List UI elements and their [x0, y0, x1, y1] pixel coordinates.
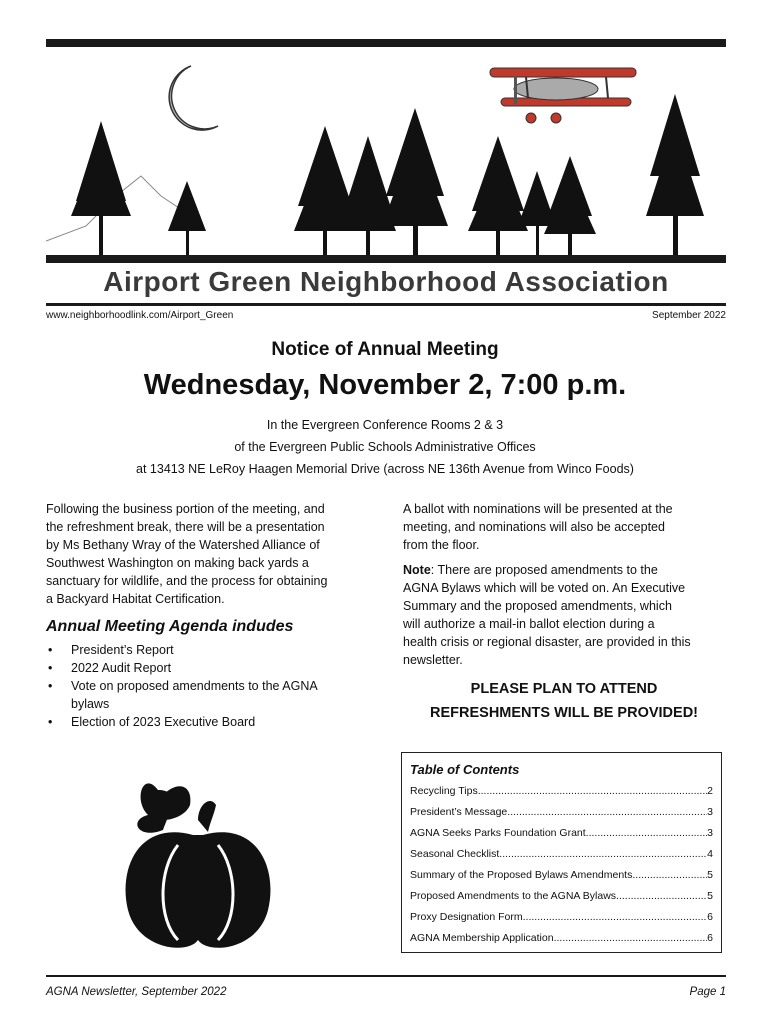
toc-entry[interactable]: [410, 869, 713, 881]
toc-entry-page: 6: [707, 911, 713, 923]
toc-entry-page: 5: [707, 869, 713, 881]
agenda-item: • 2022 Audit Report: [46, 659, 366, 677]
agenda-list: [46, 641, 366, 731]
agenda-item: • Vote on proposed amendments to the AGNA bylaws: [46, 677, 341, 713]
note-line: will authorize a mail-in ballot election during a: [403, 617, 655, 631]
toc-entry-label: Proxy Designation Form: [410, 911, 523, 923]
toc-entry-page: 3: [707, 806, 713, 818]
toc-entry-page: 4: [707, 848, 713, 860]
masthead-title: Airport Green Neighborhood Association: [103, 266, 669, 297]
note-line: Summary and the proposed amendments, which: [403, 599, 672, 613]
ballot-line: meeting, and nominations will also be accepted: [403, 520, 665, 534]
toc-entry[interactable]: [410, 785, 713, 797]
note-label: Note: [403, 563, 431, 577]
toc-entry-label: Recycling Tips: [410, 785, 478, 797]
biplane-icon: [490, 68, 636, 123]
meeting-headline: Wednesday, November 2, 7:00 p.m.: [143, 369, 627, 401]
pumpkin-icon: [118, 760, 278, 960]
toc-entry-label: AGNA Seeks Parks Foundation Grant: [410, 827, 586, 839]
plan-line: REFRESHMENTS WILL BE PROVIDED!: [430, 705, 698, 721]
toc-entry-page: 6: [707, 932, 713, 944]
moon-icon: [169, 66, 218, 130]
notice-title: Notice of Annual Meeting: [271, 339, 499, 360]
footer-rule: [46, 975, 726, 977]
top-rule: [46, 39, 726, 47]
note-line: health crisis or regional disaster, are provided in this: [403, 635, 691, 649]
toc-entry[interactable]: [410, 890, 713, 902]
page-number: Page 1: [689, 986, 726, 998]
intro-line: sanctuary for wildlife, and the process for obtaining: [46, 574, 328, 588]
plan-line: PLEASE PLAN TO ATTEND: [470, 681, 658, 697]
intro-line: the refreshment break, there will be a presentation: [46, 520, 325, 534]
issue-date: September 2022: [652, 310, 726, 321]
toc-entry-label: Summary of the Proposed Bylaws Amendments: [410, 869, 633, 881]
ballot-paragraph: [403, 500, 733, 554]
table-of-contents: [401, 752, 722, 953]
location-line: of the Evergreen Public Schools Administrative Offices: [234, 440, 536, 454]
intro-line: a Backyard Habitat Certification.: [46, 592, 225, 606]
agenda-title: Annual Meeting Agenda indudes: [46, 618, 294, 635]
toc-entry-label: AGNA Membership Application: [410, 932, 554, 944]
toc-entry-label: Seasonal Checklist: [410, 848, 500, 860]
intro-line: Following the business portion of the meeting, and: [46, 502, 325, 516]
toc-entry-label: Proposed Amendments to the AGNA Bylaws: [410, 890, 617, 902]
toc-entry[interactable]: [410, 911, 713, 923]
footer-newsletter: AGNA Newsletter, September 2022: [46, 986, 227, 998]
note-line: AGNA Bylaws which will be voted on. An Executive: [403, 581, 686, 595]
agenda-item: • President’s Report: [46, 641, 366, 659]
ground-rule: [46, 255, 726, 263]
agenda-item: • Election of 2023 Executive Board: [46, 713, 366, 731]
masthead-rule: [46, 303, 726, 306]
toc-entry-page: 5: [707, 890, 713, 902]
intro-paragraph: [46, 500, 376, 608]
intro-line: by Ms Bethany Wray of the Watershed Alliance of: [46, 538, 320, 552]
pine-trees: [71, 94, 704, 256]
intro-line: Southwest Washington on making back yards a: [46, 556, 309, 570]
toc-entry[interactable]: [410, 848, 713, 860]
toc-entry[interactable]: [410, 827, 713, 839]
location-line: at 13413 NE LeRoy Haagen Memorial Drive (across NE 136th Avenue from Winco Foods): [136, 462, 634, 476]
note-text: : There are proposed amendments to the: [430, 563, 658, 577]
toc-entry-label: President’s Message: [410, 806, 508, 818]
toc-title: Table of Contents: [410, 762, 520, 777]
header-illustration: [46, 56, 726, 256]
ballot-line: A ballot with nominations will be presented at the: [403, 502, 673, 516]
toc-entry[interactable]: [410, 806, 713, 818]
note-first-line: [403, 561, 733, 579]
toc-entry-page: 2: [707, 785, 713, 797]
note-line: newsletter.: [403, 653, 463, 667]
website-url[interactable]: www.neighborhoodlink.com/Airport_Green: [46, 310, 234, 321]
toc-entry[interactable]: [410, 932, 713, 944]
toc-entry-page: 3: [707, 827, 713, 839]
location-line: In the Evergreen Conference Rooms 2 & 3: [266, 418, 504, 432]
ballot-line: from the floor.: [403, 538, 480, 552]
note-paragraph: [403, 561, 733, 669]
